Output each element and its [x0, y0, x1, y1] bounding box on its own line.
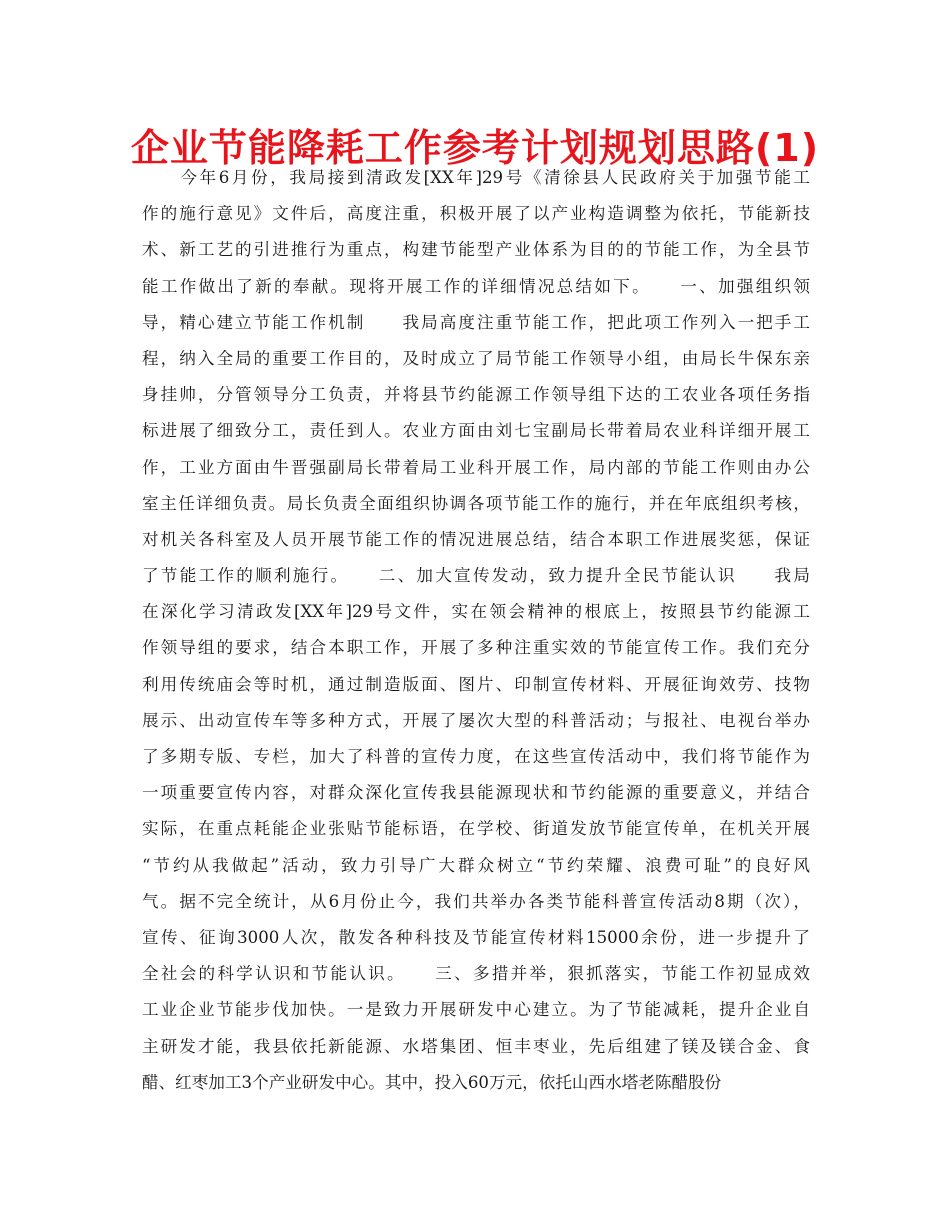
body-line: 能工作做出了新的奉献。现将开展工作的详细情况总结如下。 一、加强组织领 — [142, 276, 810, 296]
document-title: 企业节能降耗工作参考计划规划思路(1) — [130, 126, 820, 170]
body-line: 对机关各科室及人员开展节能工作的情况进展总结，结合本职工作进展奖惩，保证 — [142, 529, 810, 549]
body-line: 导，精心建立节能工作机制 我局高度注重节能工作，把此项工作列入一把手工 — [142, 312, 810, 332]
body-line: 气。据不完全统计，从6月份止今，我们共举办各类节能科普宣传活动8期（次）， — [142, 891, 810, 911]
body-line: 实际，在重点耗能企业张贴节能标语，在学校、街道发放节能宣传单，在机关开展 — [142, 819, 810, 839]
body-line: 利用传统庙会等时机，通过制造版面、图片、印制宣传材料、开展征询效劳、技物 — [142, 674, 810, 694]
body-line: 作的施行意见》文件后，高度注重，积极开展了以产业构造调整为依托，节能新技 — [142, 204, 810, 224]
body-line: 室主任详细负责。局长负责全面组织协调各项节能工作的施行，并在年底组织考核， — [142, 493, 810, 513]
body-line: 在深化学习清政发[XX年]29号文件，实在领会精神的根底上，按照县节约能源工 — [142, 602, 810, 622]
body-line: 了节能工作的顺利施行。 二、加大宣传发动，致力提升全民节能认识 我局 — [142, 566, 810, 586]
body-line: 醋、红枣加工3个产业研发中心。其中，投入60万元，依托山西水塔老陈醋股份 — [142, 1072, 722, 1092]
body-line: 身挂帅，分管领导分工负责，并将县节约能源工作领导组下达的工农业各项任务指 — [142, 385, 810, 405]
body-line: “节约从我做起”活动，致力引导广大群众树立“节约荣耀、浪费可耻”的良好风 — [142, 855, 810, 875]
document-body — [142, 160, 810, 1101]
body-line: 宣传、征询3000人次，散发各种科技及节能宣传材料15000余份，进一步提升了 — [142, 927, 810, 947]
body-line: 标进展了细致分工，责任到人。农业方面由刘七宝副局长带着局农业科详细开展工 — [142, 421, 810, 441]
body-line: 全社会的科学认识和节能认识。 三、多措并举，狠抓落实，节能工作初显成效 — [142, 964, 810, 984]
body-line: 一项重要宣传内容，对群众深化宣传我县能源现状和节约能源的重要意义，并结合 — [142, 783, 810, 803]
body-line: 作，工业方面由牛晋强副局长带着局工业科开展工作，局内部的节能工作则由办公 — [142, 457, 810, 477]
body-line: 作领导组的要求，结合本职工作，开展了多种注重实效的节能宣传工作。我们充分 — [142, 638, 810, 658]
body-line: 术、新工艺的引进推行为重点，构建节能型产业体系为目的的节能工作，为全县节 — [142, 240, 810, 260]
body-line: 程，纳入全局的重要工作目的，及时成立了局节能工作领导小组，由局长牛保东亲 — [142, 348, 810, 368]
body-line: 工业企业节能步伐加快。一是致力开展研发中心建立。为了节能减耗，提升企业自 — [142, 1000, 810, 1020]
body-line: 展示、出动宣传车等多种方式，开展了屡次大型的科普活动；与报社、电视台举办 — [142, 710, 810, 730]
body-line: 今年6月份，我局接到清政发[XX年]29号《清徐县人民政府关于加强节能工 — [142, 168, 810, 187]
body-line: 了多期专版、专栏，加大了科普的宣传力度，在这些宣传活动中，我们将节能作为 — [142, 747, 810, 766]
body-line: 主研发才能，我县依托新能源、水塔集团、恒丰枣业，先后组建了镁及镁合金、食 — [142, 1036, 810, 1056]
